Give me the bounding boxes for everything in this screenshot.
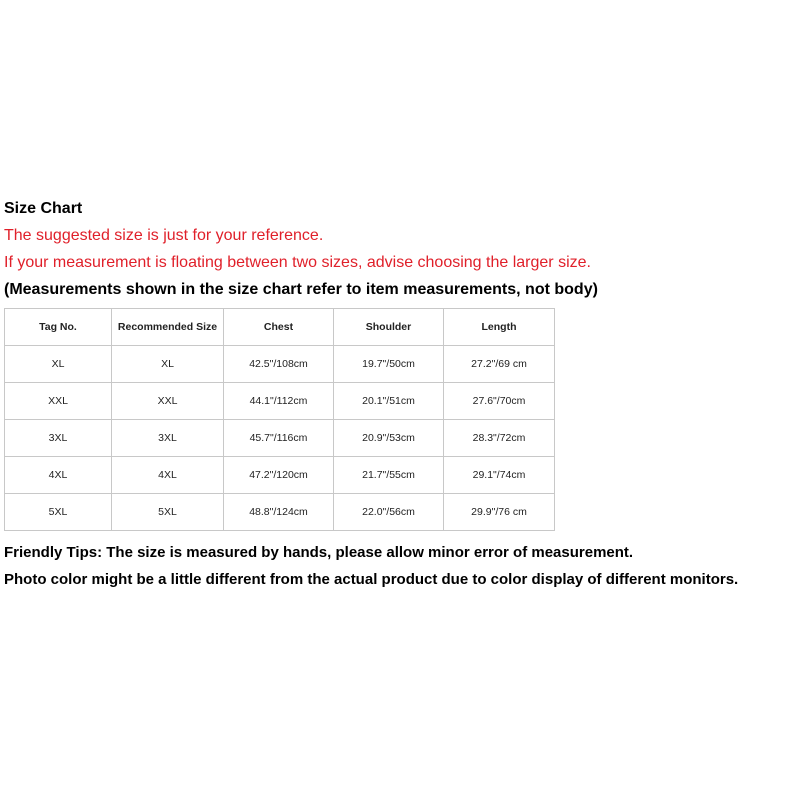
cell-chest: 45.7"/116cm	[224, 420, 334, 457]
cell-length: 27.6"/70cm	[444, 383, 555, 420]
friendly-tip: Friendly Tips: The size is measured by hands, please allow minor error of measurement.	[4, 544, 634, 561]
table-header-row	[5, 309, 555, 346]
cell-tag-no: XXL	[5, 383, 112, 420]
page-title: Size Chart	[4, 200, 83, 217]
reference-notice: The suggested size is just for your reference.	[4, 227, 324, 244]
cell-recommended-size: XL	[112, 346, 224, 383]
header-shoulder: Shoulder	[334, 309, 444, 346]
cell-shoulder: 20.1"/51cm	[334, 383, 444, 420]
cell-chest: 48.8"/124cm	[224, 494, 334, 531]
header-recommended-size: Recommended Size	[112, 309, 224, 346]
cell-tag-no: 4XL	[5, 457, 112, 494]
cell-recommended-size: 5XL	[112, 494, 224, 531]
cell-recommended-size: 3XL	[112, 420, 224, 457]
cell-length: 29.9"/76 cm	[444, 494, 555, 531]
cell-chest: 47.2"/120cm	[224, 457, 334, 494]
header-length: Length	[444, 309, 555, 346]
table-row	[5, 383, 555, 420]
cell-shoulder: 20.9"/53cm	[334, 420, 444, 457]
header-tag-no: Tag No.	[5, 309, 112, 346]
table-row	[5, 494, 555, 531]
header-chest: Chest	[224, 309, 334, 346]
size-table	[4, 308, 555, 531]
cell-length: 27.2"/69 cm	[444, 346, 555, 383]
cell-length: 29.1"/74cm	[444, 457, 555, 494]
cell-length: 28.3"/72cm	[444, 420, 555, 457]
cell-chest: 44.1"/112cm	[224, 383, 334, 420]
cell-shoulder: 22.0"/56cm	[334, 494, 444, 531]
cell-tag-no: XL	[5, 346, 112, 383]
table-row	[5, 457, 555, 494]
size-table-container	[4, 308, 554, 531]
size-advice-notice: If your measurement is floating between two sizes, advise choosing the larger size.	[4, 254, 591, 271]
cell-shoulder: 21.7"/55cm	[334, 457, 444, 494]
table-row	[5, 420, 555, 457]
cell-recommended-size: XXL	[112, 383, 224, 420]
cell-recommended-size: 4XL	[112, 457, 224, 494]
measurement-note: (Measurements shown in the size chart refer to item measurements, not body)	[4, 281, 598, 298]
cell-tag-no: 3XL	[5, 420, 112, 457]
table-row	[5, 346, 555, 383]
cell-tag-no: 5XL	[5, 494, 112, 531]
cell-shoulder: 19.7"/50cm	[334, 346, 444, 383]
color-disclaimer: Photo color might be a little different from the actual product due to color display of different monitors.	[4, 571, 739, 588]
cell-chest: 42.5"/108cm	[224, 346, 334, 383]
